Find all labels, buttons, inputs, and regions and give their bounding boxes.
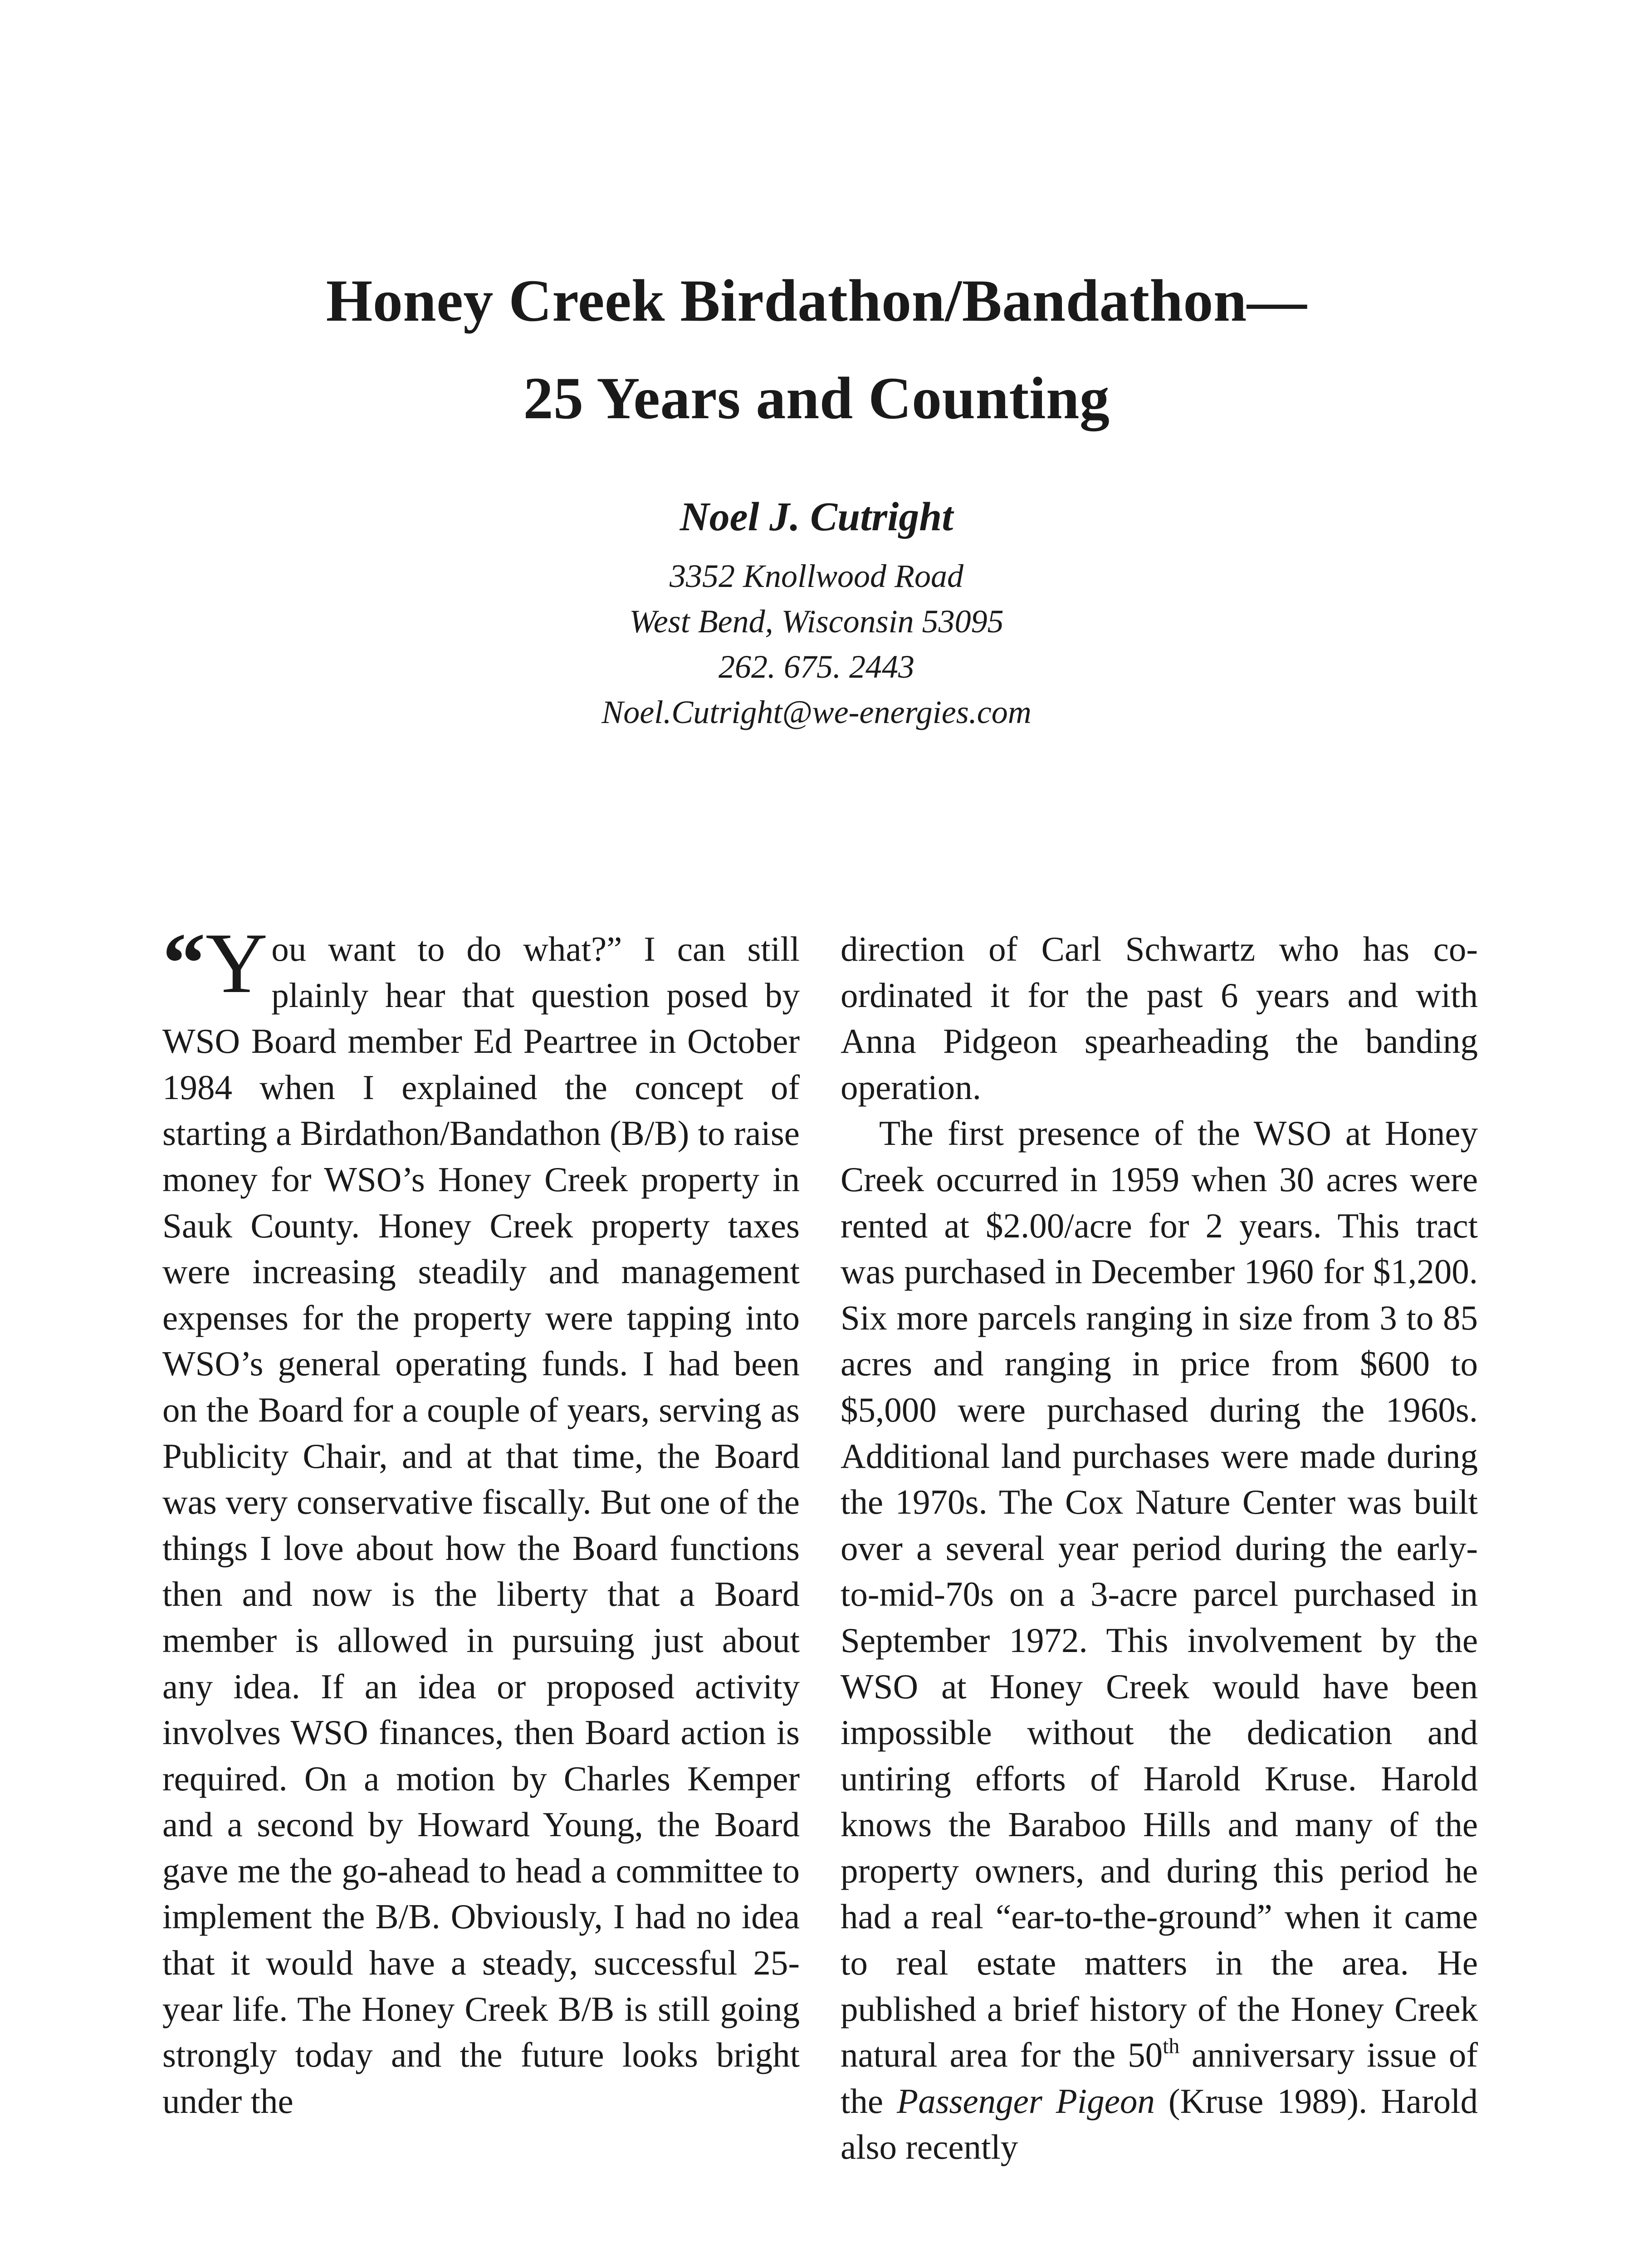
right-column <box>841 926 1478 2170</box>
journal-title-italic: Passenger Pigeon <box>897 2081 1155 2121</box>
paragraph-text: (Kruse 1989). Harold also recently <box>841 2081 1478 2167</box>
body-paragraph <box>841 1110 1478 2170</box>
body-paragraph: direction of Carl Schwartz who has coordinated it for the past 6 years and with Anna Pidgeon spearheading the banding operation. <box>841 929 1478 1107</box>
paragraph-text: anniversary issue of the <box>841 2035 1478 2121</box>
author-street: 3352 Knollwood Road <box>669 558 964 594</box>
title-line-1: Honey Creek Birdathon/Bandathon— <box>326 267 1307 334</box>
superscript-th: th <box>1163 2034 1180 2058</box>
body-paragraph <box>162 916 800 2124</box>
author-email[interactable]: Noel.Cutright@we-energies.com <box>601 694 1032 730</box>
title-line-2: 25 Years and Counting <box>523 365 1110 431</box>
drop-cap-letter: Y <box>205 916 268 1011</box>
author-byline <box>0 481 1633 735</box>
author-name: Noel J. Cutright <box>680 494 953 539</box>
author-city: West Bend, Wisconsin 53095 <box>629 603 1004 640</box>
left-column <box>162 916 800 2124</box>
article-title <box>0 252 1633 447</box>
paragraph-text: ou want to do what?” I can still plainly hear that question posed by WSO Board member Ed Peartree in October 1984 when I explained the concept of starting a Birdathon/Bandathon (B/B) to raise money for WSO’s Honey Creek property in Sauk County. Honey Creek property taxes were increasing steadily and management expenses for the property were tapping into WSO’s general operating funds. I had been on the Board for a couple of years, serving as Publicity Chair, and at that time, the Board was very conservative fiscally. But one of the things I love about how the Board functions then and now is the liberty that a Board member is allowed in pursuing just about any idea. If an idea or proposed activity involves WSO finances, then Board action is required. On a motion by Charles Kemper and a second by Howard Young, the Board gave me the go-ahead to head a committee to implement the B/B. Obviously, I had no idea that it would have a steady, successful 25-year life. The Honey Creek B/B is still going strongly today and the future looks bright under the <box>162 929 800 2121</box>
drop-cap <box>162 916 268 1011</box>
drop-cap-quote: “ <box>162 916 205 1011</box>
author-phone: 262. 675. 2443 <box>719 649 914 685</box>
paragraph-text: The first presence of the WSO at Honey Creek occurred in 1959 when 30 acres were rented at $2.00/acre for 2 years. This tract was purchased in December 1960 for $1,200. Six more parcels ranging in size from 3 to 85 acres and ranging in price from $600 to $5,000 were purchased during the 1960s. Additional land purchases were made during the 1970s. The Cox Nature Center was built over a several year period during the early-to-mid-70s on a 3-acre parcel purchased in September 1972. This involvement by the WSO at Honey Creek would have been impossible without the dedication and untiring efforts of Harold Kruse. Harold knows the Baraboo Hills and many of the property owners, and during this period he had a real “ear-to-the-ground” when it came to real estate matters in the area. He published a brief history of the Honey Creek natural area for the 50 <box>841 1114 1478 2075</box>
